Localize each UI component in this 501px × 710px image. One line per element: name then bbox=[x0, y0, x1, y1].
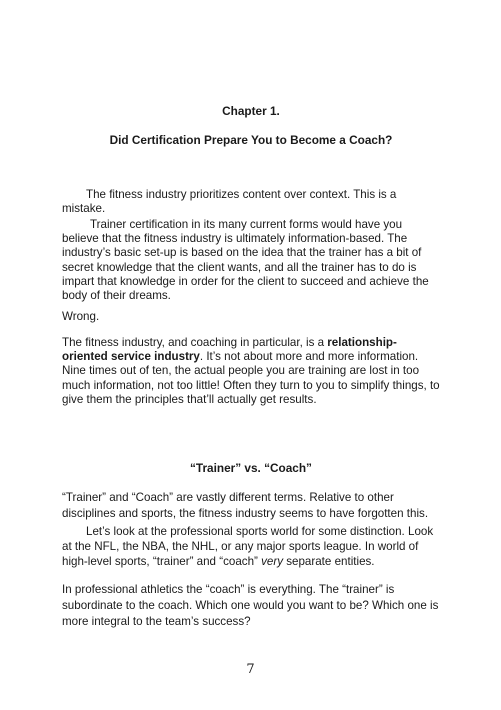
intro-p4-text-b: . It’s not about more and more information. Nine times out of ten, the actual people you are training are lost in too much information, not too little! Often they turn to you to simplify things, to give them the principles that’ll actually get results. bbox=[62, 350, 440, 406]
intro-p4-bold: relationship-oriented service industry bbox=[62, 336, 397, 364]
intro-paragraph-4 bbox=[62, 336, 440, 407]
intro-paragraph-2: Trainer certification in its many current forms would have you believe that the fitness industry is ultimately information-based. The industry’s basic set-up is based on the idea that the trainer has a bit of secret knowledge that the client wants, and all the trainer has to do is impart that knowledge in order for the client to succeed and achieve the body of their dreams. bbox=[62, 218, 429, 303]
chapter-label: Chapter 1. bbox=[222, 104, 280, 118]
intro-p4-text-a: The fitness industry, and coaching in particular, is a bbox=[62, 336, 328, 349]
section-paragraph-3: In professional athletics the “coach” is everything. The “trainer” is subordinate to the coach. Which one would you want to be? Which one is more integral to the team’s success? bbox=[62, 583, 439, 628]
section-p2-italic: very bbox=[261, 555, 284, 569]
page-number: 7 bbox=[246, 662, 255, 677]
section-paragraph-1: “Trainer” and “Coach” are vastly different terms. Relative to other disciplines and sports, the fitness industry seems to have forgotten this. bbox=[62, 491, 429, 520]
intro-paragraph-1: The fitness industry prioritizes content over context. This is a mistake. bbox=[62, 188, 397, 216]
chapter-title: Did Certification Prepare You to Become a Coach? bbox=[109, 133, 393, 147]
intro-paragraph-3: Wrong. bbox=[62, 310, 100, 323]
section-heading: “Trainer” vs. “Coach” bbox=[190, 461, 312, 475]
section-p2-text-b: separate entities. bbox=[283, 555, 375, 569]
section-paragraph-2 bbox=[62, 524, 440, 570]
section-p2-text-a: Let’s look at the professional sports world for some distinction. Look at the NFL, the NBA, the NHL, or any major sports league. In world of high-level sports, “trainer” and “coach” bbox=[62, 525, 434, 569]
